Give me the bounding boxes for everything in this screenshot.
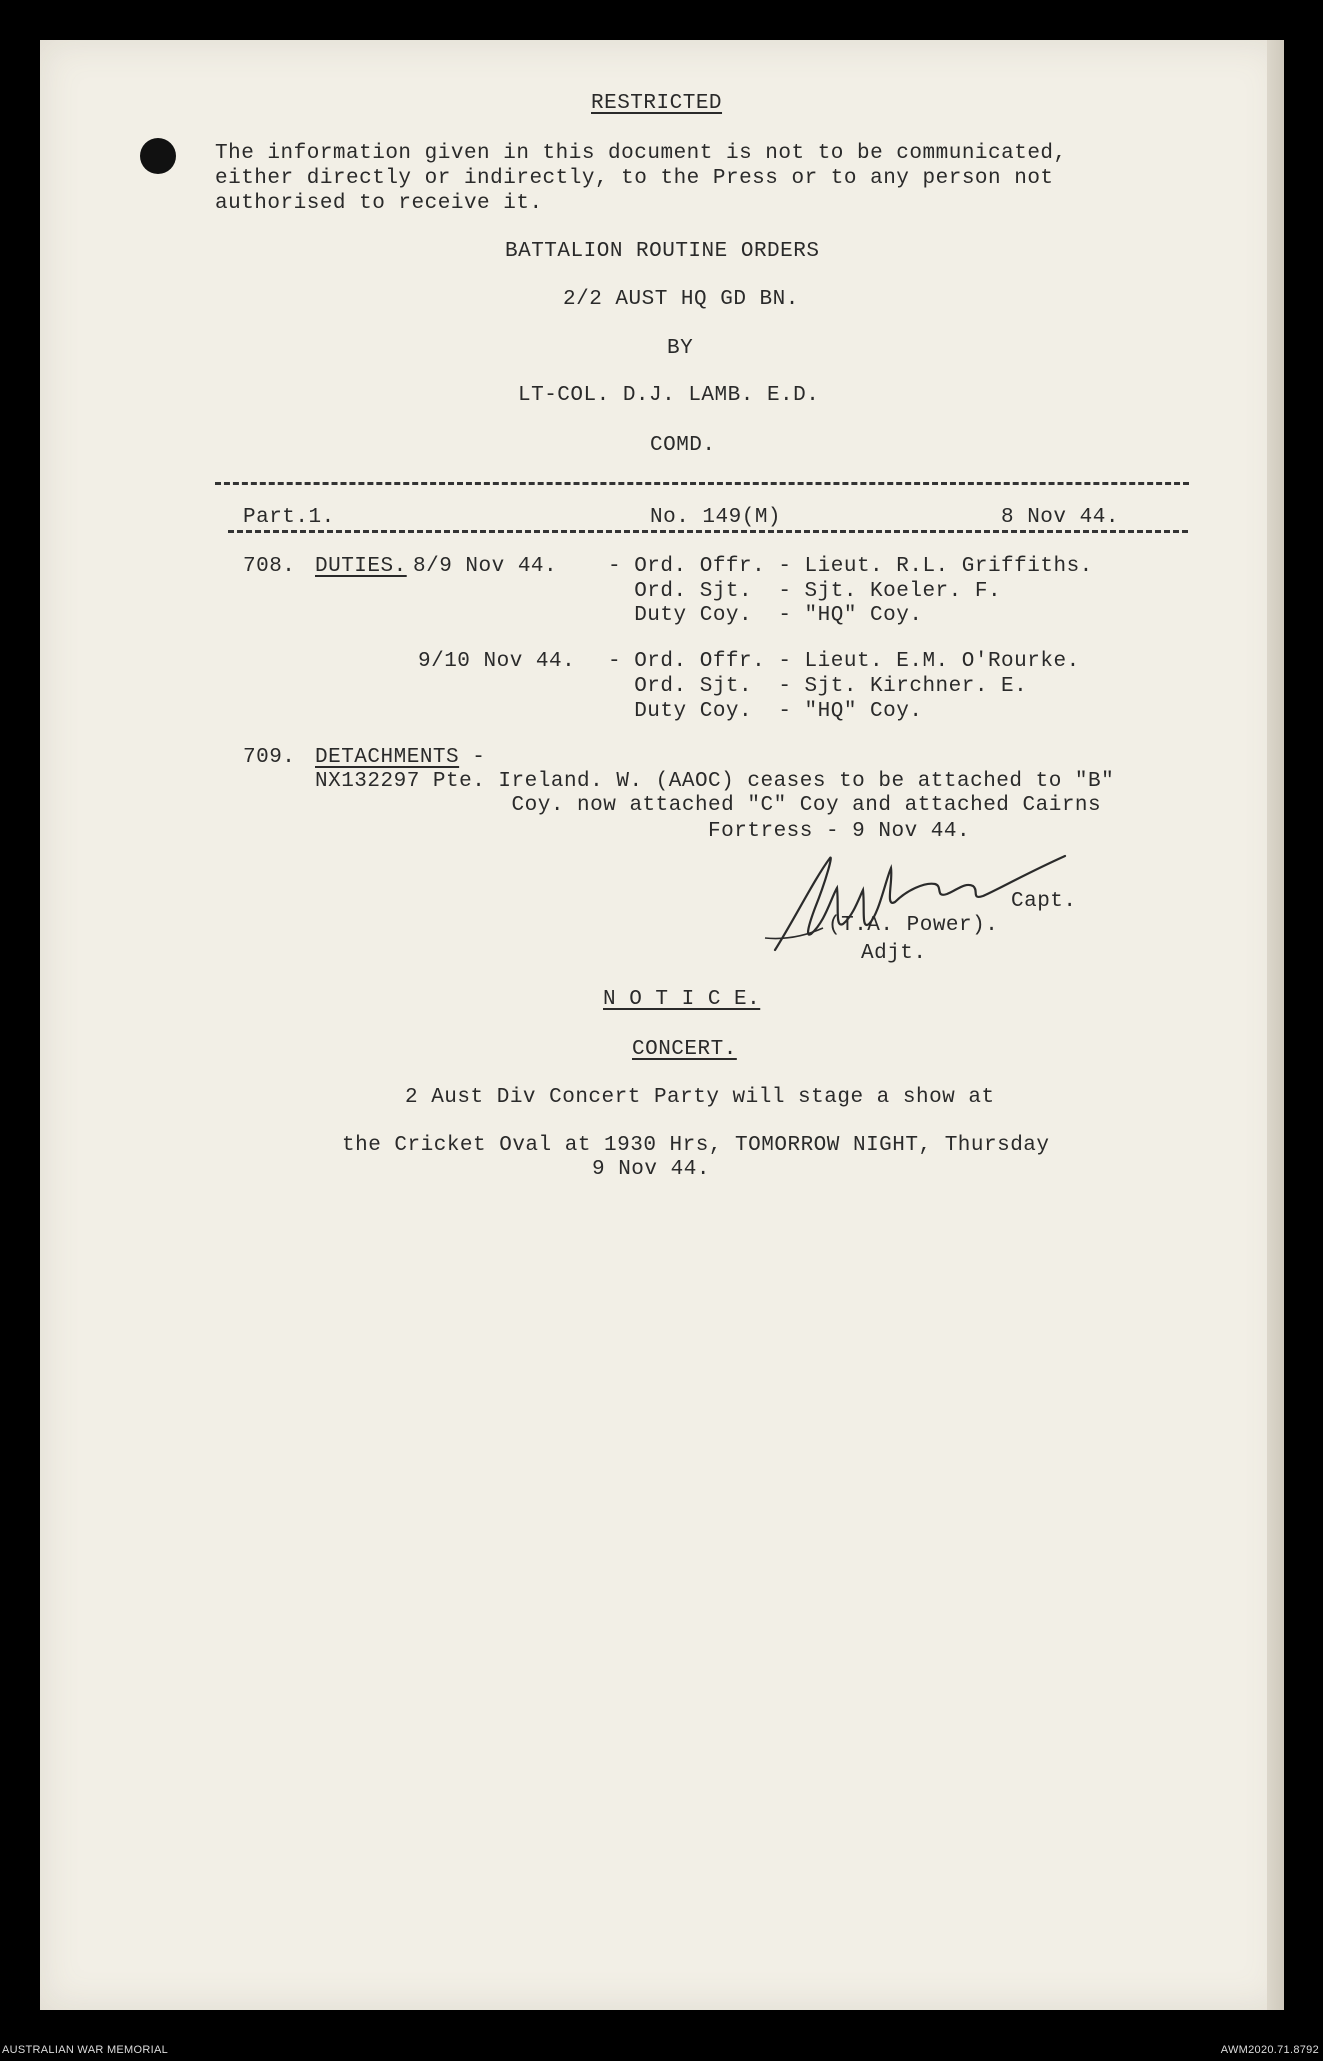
order-709-number: 709. <box>243 746 296 769</box>
page-edge <box>1267 40 1284 2010</box>
duty-line: - Ord. Offr. - Lieut. E.M. O'Rourke. <box>608 650 1080 673</box>
detachment-line: Coy. now attached "C" Coy and attached Cairns <box>315 794 1102 817</box>
duty-line: - Ord. Offr. - Lieut. R.L. Griffiths. <box>608 555 1093 578</box>
divider-top <box>215 482 1189 485</box>
document-page <box>40 40 1284 2010</box>
order-date: 8 Nov 44. <box>1001 506 1119 529</box>
signatory-rank: Capt. <box>1011 890 1077 913</box>
order-708-heading: DUTIES. <box>315 555 407 578</box>
part-label: Part.1. <box>243 506 335 529</box>
unit-name: 2/2 AUST HQ GD BN. <box>563 288 799 311</box>
order-number: No. 149(M) <box>650 506 782 529</box>
notice-subheading: CONCERT. <box>632 1038 737 1061</box>
duty-date-2: 9/10 Nov 44. <box>418 650 576 673</box>
document-title: BATTALION ROUTINE ORDERS <box>505 240 820 263</box>
divider-bottom <box>228 530 1188 533</box>
commander-name: LT-COL. D.J. LAMB. E.D. <box>518 384 820 407</box>
comd-label: COMD. <box>650 434 716 457</box>
duty-line: Duty Coy. - "HQ" Coy. <box>608 700 923 723</box>
duty-date-1: 8/9 Nov 44. <box>413 555 558 578</box>
notice-line: 2 Aust Div Concert Party will stage a show at <box>405 1086 995 1109</box>
order-709-heading: DETACHMENTS <box>315 746 460 769</box>
archive-credit: AUSTRALIAN WAR MEMORIAL <box>2 2044 169 2056</box>
order-708-number: 708. <box>243 555 296 578</box>
signatory-appointment: Adjt. <box>861 942 927 965</box>
notice-line-1: The information given in this document is not to be communicated, <box>215 142 1067 165</box>
classification-heading: RESTRICTED <box>591 92 723 115</box>
notice-heading: N O T I C E. <box>603 988 761 1011</box>
by-label: BY <box>667 337 694 360</box>
duty-line: Ord. Sjt. - Sjt. Koeler. F. <box>608 580 1002 603</box>
notice-line: the Cricket Oval at 1930 Hrs, TOMORROW NIGHT, Thursday <box>342 1134 1050 1157</box>
archive-reference: AWM2020.71.8792 <box>1220 2044 1319 2056</box>
detachment-line: NX132297 Pte. Ireland. W. (AAOC) ceases to be attached to "B" <box>315 770 1115 793</box>
duty-line: Ord. Sjt. - Sjt. Kirchner. E. <box>608 675 1028 698</box>
order-709-heading-dash: - <box>459 746 486 769</box>
notice-line: 9 Nov 44. <box>592 1158 710 1181</box>
signatory-name: (T.A. Power). <box>828 914 999 937</box>
detachment-line: Fortress - 9 Nov 44. <box>315 820 971 843</box>
notice-line-3: authorised to receive it. <box>215 192 543 215</box>
punch-hole <box>140 138 176 174</box>
duty-line: Duty Coy. - "HQ" Coy. <box>608 604 923 627</box>
notice-line-2: either directly or indirectly, to the Press or to any person not <box>215 167 1054 190</box>
order-709-heading-row <box>315 746 485 769</box>
